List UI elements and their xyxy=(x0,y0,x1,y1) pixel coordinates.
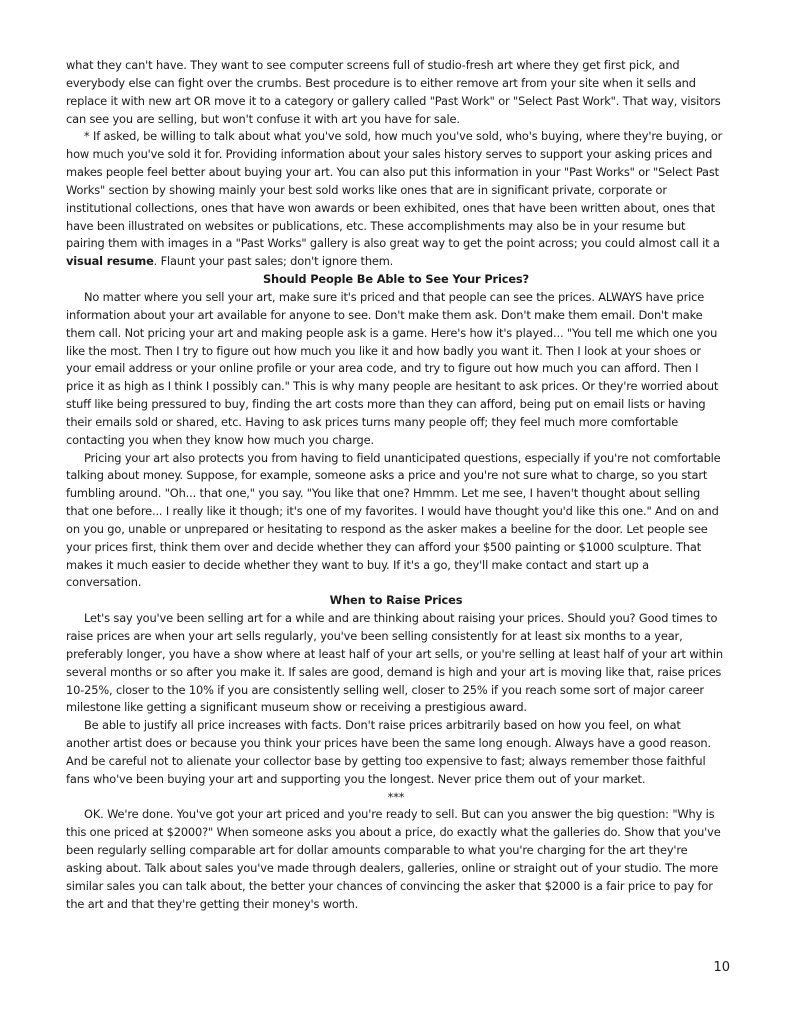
paragraph-sales-history-end: . Flaunt your past sales; don't ignore them. xyxy=(153,254,394,269)
paragraph-price-visibility: No matter where you sell your art, make sure it's priced and that people can see the prices. ALWAYS have price information about your art available for anyone to see. Don't make them ask. Don't make them email. Don't make them call. Not pricing your art and making people ask is a game. Here's how it's played... "You tell me which one you like the most. Then I try to figure out how much you like it and how badly you want it. Then I look at your shoes or your email address or your online profile or your area code, and try to figure out how much you can afford. Then I price it as high as I think I possibly can." This is why many people are hesitant to ask prices. Or they're worried about stuff like being pressured to buy, finding the art costs more than they can afford, being put on email lists or having their emails sold or shared, etc. Having to ask prices turns many people off; they feel much more comfortable contacting you when they know how much you charge. xyxy=(66,289,719,447)
paragraph-crumbs: what they can't have. They want to see computer screens full of studio-fresh art where they get first pick, and everybody else can fight over the crumbs. Best procedure is to either remove art from your site when it sells and replace it with new art OR move it to a category or gallery called "Past Work" or "Select Past Work". That way, visitors can see you are selling, but won't confuse it with art you have for sale. xyxy=(66,58,721,126)
page-body xyxy=(66,57,726,914)
paragraph-conclusion: OK. We're done. You've got your art priced and you're ready to sell. But can you answer the big question: "Why is this one priced at $2000?" When someone asks you about a price, do exactly what the galleries do. Show that you've been regularly selling comparable art for dollar amounts comparable to what you're charging for the art they're asking about. Talk about sales you've made through dealers, galleries, online or straight out of your studio. The more similar sales you can talk about, the better your chances of convincing the asker that $2000 is a fair price to pay for the art and that they're getting their money's worth. xyxy=(66,807,721,911)
page-number: 10 xyxy=(713,960,730,975)
paragraph-sales-history-text: * If asked, be willing to talk about what you've sold, how much you've sold, who's buying, where they're buying, or how much you've sold it for. Providing information about your sales history serves to support your asking prices and makes people feel better about buying your art. You can also put this information in your "Past Works" or "Select Past Works" section by showing mainly your best sold works like ones that are in significant private, corporate or institutional collections, ones that have won awards or been exhibited, ones that have been written about, ones that have been illustrated on websites or publications, etc. These accomplishments may also be in your resume but pairing them with images in a "Past Works" gallery is also great way to get the point across; you could almost call it a xyxy=(66,129,723,251)
heading-raise-prices: When to Raise Prices xyxy=(329,593,463,608)
paragraph-sales-history xyxy=(66,128,726,271)
paragraph-justify-increases: Be able to justify all price increases with facts. Don't raise prices arbitrarily based on how you feel, on what another artist does or because you think your prices have been the same long enough. Always have a good reason. And be careful not to alienate your collector base by getting too expensive to fast; always remember those faithful fans who've been buying your art and supporting you the longest. Never price them out of your market. xyxy=(66,718,711,786)
section-separator: *** xyxy=(387,789,405,804)
paragraph-when-to-raise: Let's say you've been selling art for a while and are thinking about raising your prices. Should you? Good times to raise prices are when your art sells regularly, you've been selling consistently for at least six months to a year, preferably longer, you have a show where at least half of your art sells, or you're selling at least half of your art within several months or so after you make it. If sales are good, demand is high and your art is moving like that, raise prices 10-25%, closer to the 10% if you are consistently selling well, closer to 25% if you reach some sort of major career milestone like getting a significant museum show or receiving a prestigious award. xyxy=(66,611,723,715)
heading-see-prices: Should People Be Able to See Your Prices? xyxy=(262,272,530,287)
visual-resume-emphasis: visual resume xyxy=(66,254,154,269)
paragraph-pricing-protects: Pricing your art also protects you from having to field unanticipated questions, especially if you're not comfortable talking about money. Suppose, for example, someone asks a price and you're not sure what to charge, so you start fumbling around. "Oh... that one," you say. "You like that one? Hmmm. Let me see, I haven't thought about selling that one before... I really like it though; it's one of my favorites. I would have thought you'd like this one." And on and on you go, unable or unprepared or hesitating to respond as the asker makes a beeline for the door. Let people see your prices first, think them over and decide whether they can afford your $500 painting or $1000 sculpture. That makes it much easier to decide whether they want to buy. If it's a go, they'll make contact and start up a conversation. xyxy=(66,450,721,590)
